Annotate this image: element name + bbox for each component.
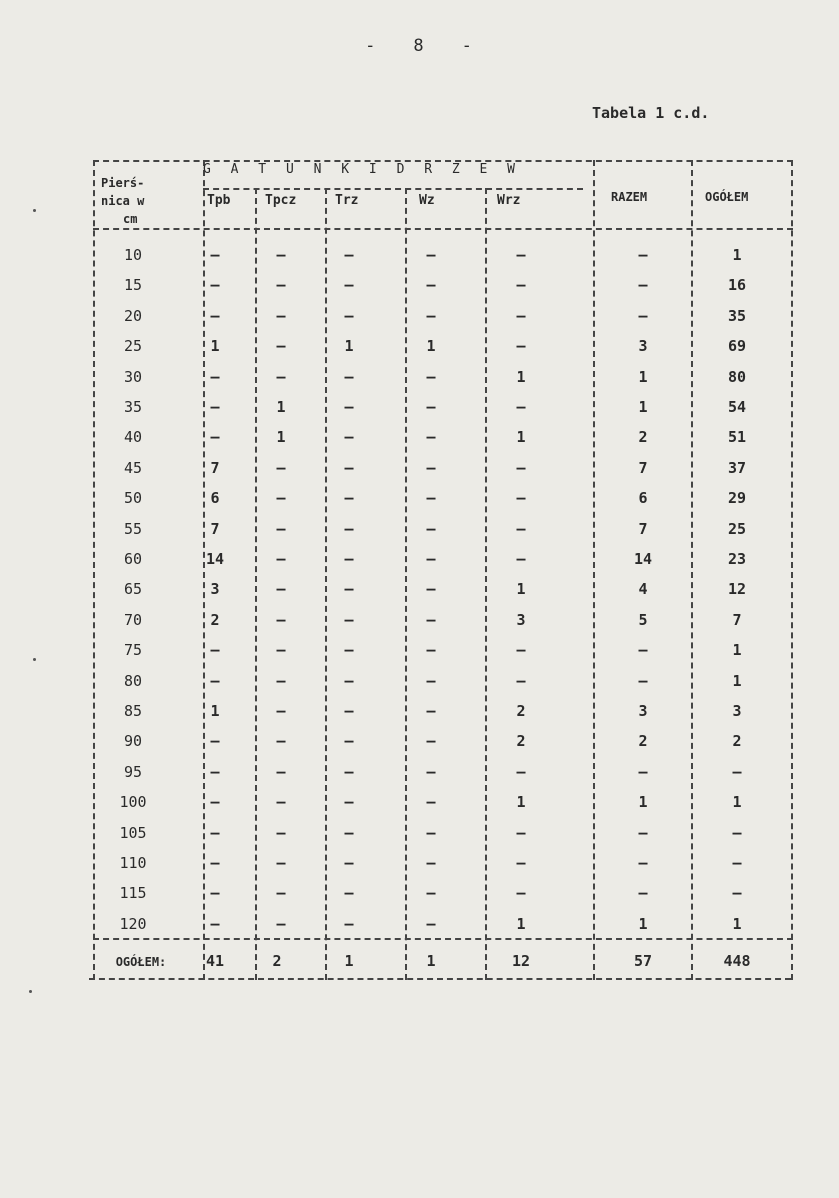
table-cell: 2 [732,732,742,751]
header-razem: RAZEM [611,190,648,204]
table-cell: 14 [205,550,225,568]
col-divider-5 [485,188,487,980]
table-cell: 80 [727,367,747,386]
row-diameter-label: 70 [123,610,143,629]
group-header-divider [203,188,583,190]
table-cell: – [426,428,436,447]
header-diameter-line3: cm [123,212,138,226]
row-diameter-label: 80 [123,671,143,690]
data-table [93,160,793,986]
table-cell: – [276,854,286,872]
table-cell: – [276,458,286,477]
table-cell: – [516,276,526,295]
row-diameter-label: 95 [123,762,143,781]
table-cell: – [210,914,220,933]
table-cell: – [516,337,526,356]
table-cell: – [210,246,220,264]
col-divider-3 [325,188,327,980]
table-cell: 25 [727,519,747,538]
table-cell: – [210,428,220,447]
table-cell: 1 [732,914,742,933]
table-cell: – [276,306,286,325]
table-cell: – [426,914,436,933]
table-cell: – [344,793,354,812]
table-bottom-border [89,978,791,980]
table-cell: 7 [638,458,648,477]
table-cell: – [210,367,220,386]
table-cell: 14 [633,550,653,568]
table-cell: 7 [210,519,220,538]
table-cell: – [426,641,436,660]
table-cell: – [516,823,526,842]
table-cell: – [276,793,286,812]
table-cell: – [210,306,220,325]
table-cell: – [344,519,354,538]
table-cell: 6 [638,489,648,508]
row-diameter-label: 10 [123,246,143,264]
row-diameter-label: 120 [119,914,147,933]
table-cell: – [638,276,648,295]
row-diameter-label: 110 [119,854,147,872]
table-cell: – [426,458,436,477]
table-cell: – [426,732,436,751]
table-cell: 7 [638,519,648,538]
table-cell: – [426,276,436,295]
table-cell: – [210,398,220,416]
table-cell: – [426,398,436,416]
table-cell: – [638,762,648,781]
table-cell: – [516,458,526,477]
table-cell: – [276,702,286,720]
table-cell: – [732,823,742,842]
table-cell: 3 [732,702,742,720]
table-cell: – [426,884,436,903]
totals-cell: 1 [426,952,436,970]
table-cell: 3 [638,337,648,356]
totals-cell: 57 [633,952,653,970]
header-diameter-line2: nica w [101,194,145,208]
row-diameter-label: 85 [123,702,143,720]
table-cell: – [344,732,354,751]
table-cell: – [426,580,436,599]
table-cell: 1 [210,337,220,356]
table-cell: 1 [732,641,742,660]
margin-mark [33,658,36,661]
row-diameter-label: 105 [119,823,147,842]
table-cell: 7 [210,458,220,477]
table-cell: – [516,550,526,568]
col-divider-7 [691,160,693,980]
table-cell: – [210,823,220,842]
table-cell: – [732,762,742,781]
table-cell: – [426,246,436,264]
table-cell: 37 [727,458,747,477]
table-cell: – [276,519,286,538]
row-diameter-label: 65 [123,580,143,599]
col-divider-1 [203,160,205,980]
table-cell: – [516,884,526,903]
table-cell: – [344,398,354,416]
table-cell: – [344,428,354,447]
table-cell: 1 [638,793,648,812]
table-cell: – [276,276,286,295]
col-divider-6 [593,160,595,980]
table-cell: – [426,762,436,781]
table-cell: – [210,641,220,660]
row-diameter-label: 30 [123,367,143,386]
totals-cell: 448 [723,952,751,970]
table-cell: – [210,884,220,903]
table-cell: – [276,641,286,660]
col-divider-2 [255,188,257,980]
table-cell: – [638,641,648,660]
table-cell: 1 [638,914,648,933]
totals-cell: 2 [272,952,282,970]
table-cell: 1 [516,914,526,933]
table-cell: – [276,762,286,781]
table-cell: – [344,641,354,660]
row-diameter-label: 75 [123,641,143,660]
table-cell: – [732,854,742,872]
totals-cell: 1 [344,952,354,970]
table-cell: 51 [727,428,747,447]
table-cell: – [276,732,286,751]
left-border [93,160,95,980]
row-diameter-label: 60 [123,550,143,568]
table-cell: 3 [210,580,220,599]
table-cell: – [210,276,220,295]
table-cell: – [426,610,436,629]
table-cell: – [426,823,436,842]
table-cell: – [638,671,648,690]
table-cell: 23 [727,550,747,568]
row-diameter-label: 115 [119,884,147,903]
table-cell: – [344,489,354,508]
table-cell: – [516,489,526,508]
col-divider-4 [405,188,407,980]
table-cell: 1 [638,367,648,386]
row-diameter-label: 15 [123,276,143,295]
table-cell: – [344,914,354,933]
table-cell: – [276,671,286,690]
table-cell: 1 [732,671,742,690]
table-cell: – [210,854,220,872]
right-border [791,160,793,980]
table-cell: – [638,884,648,903]
table-cell: – [638,306,648,325]
table-cell: 29 [727,489,747,508]
row-diameter-label: 100 [119,793,147,812]
totals-divider [93,938,793,940]
table-cell: – [426,702,436,720]
header-ogolem: OGÓŁEM [705,190,749,204]
table-cell: – [344,671,354,690]
table-cell: 54 [727,398,747,416]
table-cell: – [344,762,354,781]
table-cell: – [426,519,436,538]
table-cell: – [516,519,526,538]
table-cell: – [426,367,436,386]
table-cell: – [276,610,286,629]
header-species-wrz: Wrz [497,193,521,208]
table-cell: – [638,246,648,264]
totals-cell: 12 [511,952,531,970]
table-cell: – [516,671,526,690]
table-cell: 3 [638,702,648,720]
table-cell: – [638,854,648,872]
row-diameter-label: 45 [123,458,143,477]
table-cell: 1 [210,702,220,720]
table-cell: – [426,550,436,568]
header-species-wz: Wz [419,193,435,208]
table-cell: – [344,702,354,720]
table-cell: 5 [638,610,648,629]
table-cell: 1 [732,793,742,812]
table-cell: – [344,306,354,325]
table-cell: 1 [516,428,526,447]
table-cell: – [276,884,286,903]
table-cell: – [344,550,354,568]
margin-mark [33,209,36,212]
table-cell: – [516,398,526,416]
table-cell: 1 [516,793,526,812]
table-cell: 1 [276,398,286,416]
table-cell: 1 [426,337,436,356]
table-cell: – [516,762,526,781]
table-cell: 1 [276,428,286,447]
row-diameter-label: 55 [123,519,143,538]
table-cell: 16 [727,276,747,295]
table-cell: 1 [344,337,354,356]
table-cell: – [344,610,354,629]
row-diameter-label: 20 [123,306,143,325]
table-cell: 6 [210,489,220,508]
table-cell: 69 [727,337,747,356]
table-cell: – [276,580,286,599]
table-cell: 35 [727,306,747,325]
table-cell: – [276,246,286,264]
row-diameter-label: 40 [123,428,143,447]
header-species-trz: Trz [335,193,359,208]
table-cell: – [210,671,220,690]
table-cell: 1 [516,580,526,599]
table-cell: – [276,489,286,508]
table-cell: – [344,246,354,264]
row-diameter-label: 35 [123,398,143,416]
table-cell: – [210,732,220,751]
table-cell: 12 [727,580,747,599]
table-cell: – [426,306,436,325]
table-cell: 2 [638,732,648,751]
row-diameter-label: 90 [123,732,143,751]
table-cell: 2 [516,732,526,751]
table-cell: – [344,580,354,599]
table-cell: – [344,884,354,903]
row-diameter-label: 25 [123,337,143,356]
table-cell: 2 [638,428,648,447]
header-diameter-line1: Pierś- [101,176,145,190]
table-cell: – [276,914,286,933]
totals-label: OGÓŁEM: [115,955,167,969]
table-caption: Tabela 1 c.d. [592,104,710,122]
table-cell: – [638,823,648,842]
table-cell: – [344,367,354,386]
table-cell: 3 [516,610,526,629]
table-cell: – [210,762,220,781]
table-cell: 7 [732,610,742,629]
table-cell: 2 [210,610,220,629]
table-cell: – [516,854,526,872]
table-cell: – [276,337,286,356]
table-cell: – [516,641,526,660]
table-cell: – [426,671,436,690]
header-species-tpb: Tpb [207,193,231,208]
table-cell: – [276,367,286,386]
totals-cell: 41 [205,952,225,970]
table-cell: – [344,854,354,872]
table-cell: 2 [516,702,526,720]
table-cell: – [732,884,742,903]
table-cell: 1 [732,246,742,264]
page-number: - 8 - [365,36,474,56]
table-cell: – [426,854,436,872]
table-cell: – [210,793,220,812]
table-cell: 1 [516,367,526,386]
table-cell: – [516,306,526,325]
table-cell: 4 [638,580,648,599]
margin-mark [29,990,32,993]
table-cell: – [344,276,354,295]
row-diameter-label: 50 [123,489,143,508]
header-species-group: G A T U N K I D R Z E W [203,162,522,177]
table-cell: – [516,246,526,264]
table-cell: – [276,550,286,568]
table-cell: – [276,823,286,842]
table-cell: – [426,793,436,812]
header-species-tpcz: Tpcz [265,193,297,208]
table-cell: – [426,489,436,508]
table-cell: 1 [638,398,648,416]
header-bottom-border [93,228,793,230]
table-cell: – [344,823,354,842]
table-cell: – [344,458,354,477]
